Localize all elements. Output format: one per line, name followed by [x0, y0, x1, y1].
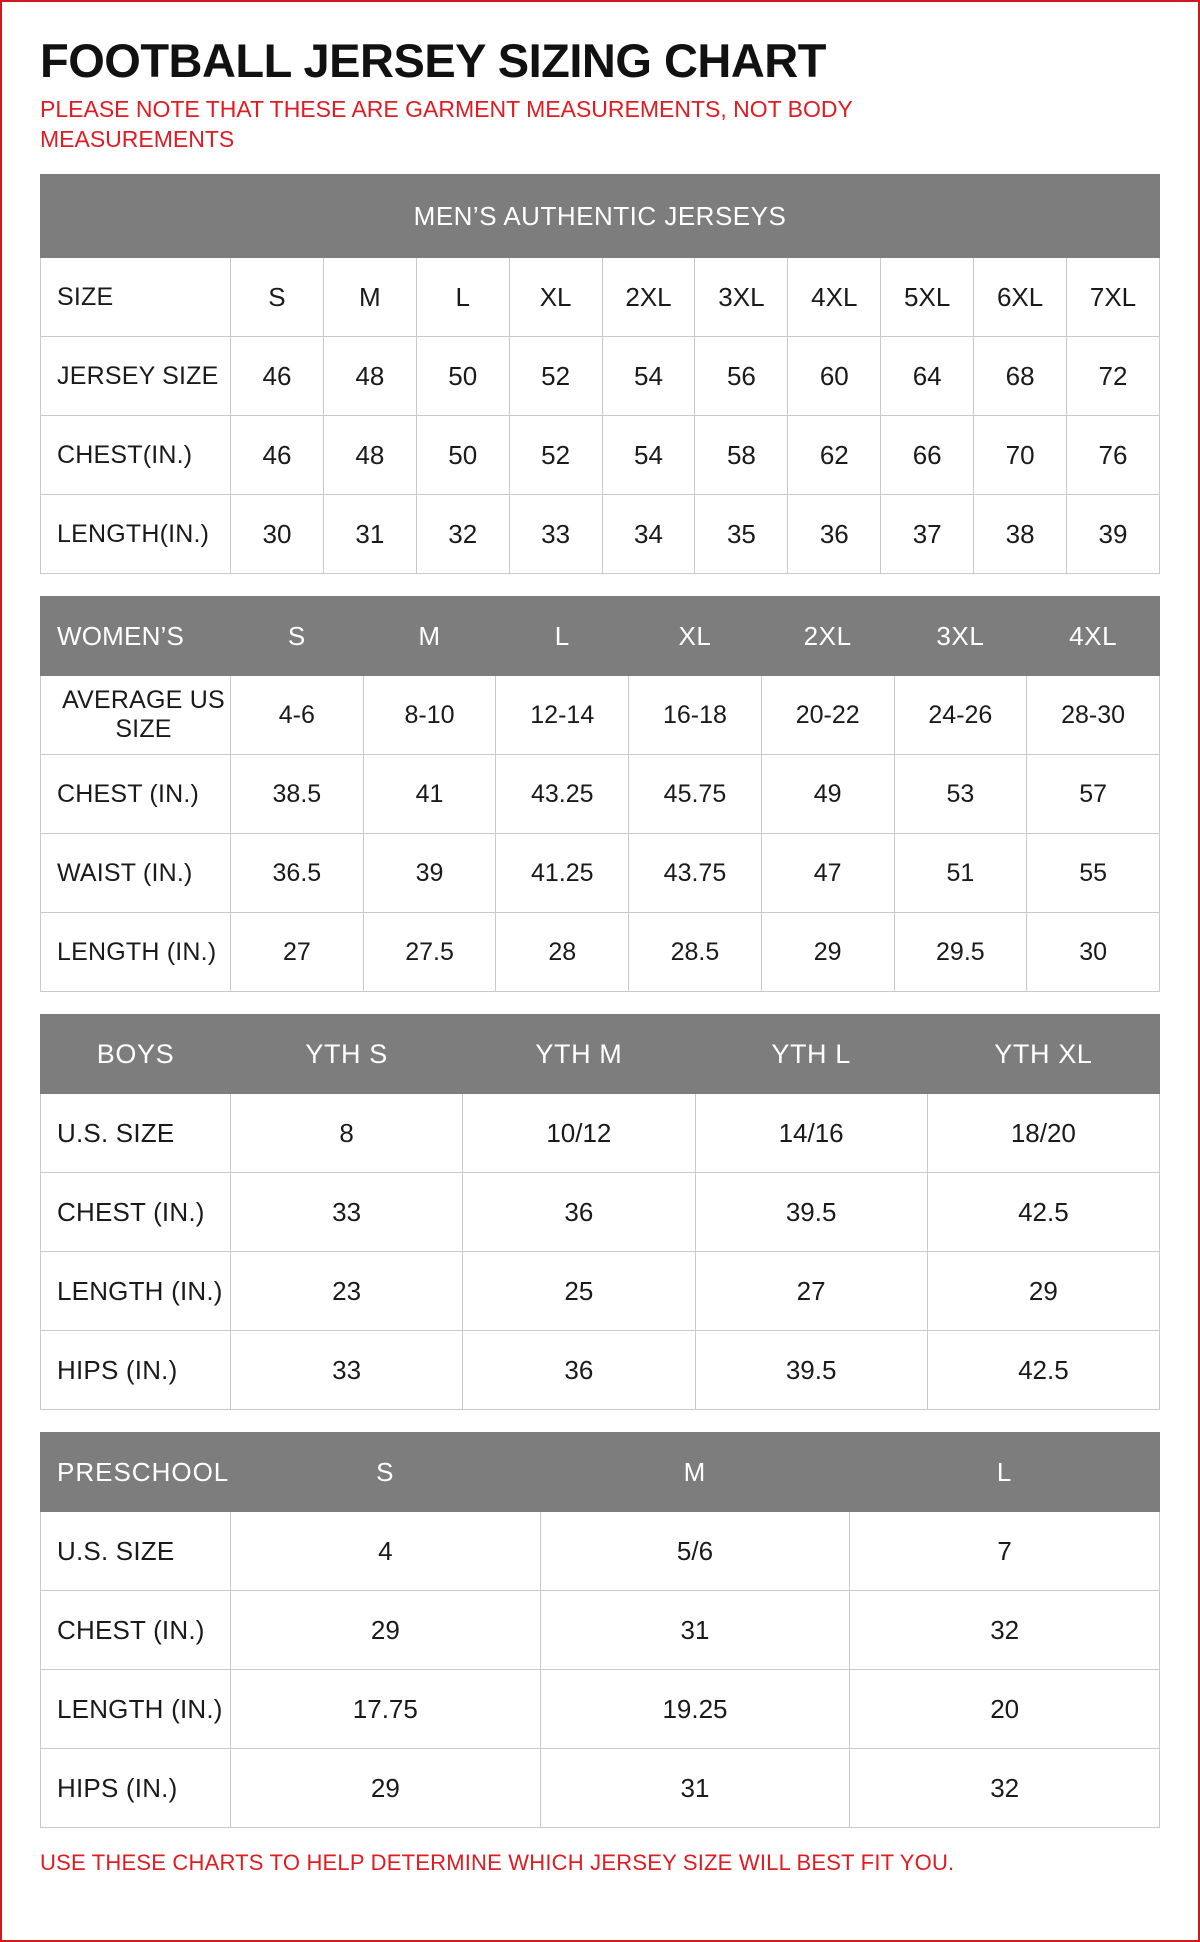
- table-row: [41, 416, 1160, 495]
- mens-cell: 50: [416, 337, 509, 416]
- mens-cell: 35: [695, 495, 788, 574]
- boys-header-label: BOYS: [41, 1015, 231, 1094]
- boys-cell: 36: [463, 1331, 695, 1410]
- table-row: [41, 495, 1160, 574]
- mens-header-label: SIZE: [41, 258, 231, 337]
- table-row: [41, 913, 1160, 992]
- womens-row-label: LENGTH (IN.): [41, 913, 231, 992]
- boys-cell: 27: [695, 1252, 927, 1331]
- table-row: [41, 1591, 1160, 1670]
- womens-cell: 36.5: [231, 834, 364, 913]
- womens-size-cell: XL: [629, 597, 762, 676]
- womens-cell: 12-14: [496, 676, 629, 755]
- preschool-cell: 29: [231, 1591, 541, 1670]
- preschool-cell: 31: [540, 1749, 850, 1828]
- womens-cell: 51: [894, 834, 1027, 913]
- womens-size-cell: S: [231, 597, 364, 676]
- preschool-size-cell: L: [850, 1433, 1160, 1512]
- table-row: [41, 1173, 1160, 1252]
- mens-cell: 58: [695, 416, 788, 495]
- mens-cell: 60: [788, 337, 881, 416]
- mens-cell: 52: [509, 337, 602, 416]
- table-row: [41, 1094, 1160, 1173]
- mens-cell: 62: [788, 416, 881, 495]
- boys-sizing-table: [40, 1014, 1160, 1410]
- table-row: [41, 1512, 1160, 1591]
- womens-cell: 28.5: [629, 913, 762, 992]
- sizing-chart-page: [2, 2, 1198, 1876]
- table-row: [41, 1252, 1160, 1331]
- womens-cell: 57: [1027, 755, 1160, 834]
- boys-size-cell: YTH M: [463, 1015, 695, 1094]
- mens-cell: 72: [1067, 337, 1160, 416]
- womens-cell: 39: [363, 834, 496, 913]
- table-row: [41, 175, 1160, 258]
- mens-row-label: CHEST(IN.): [41, 416, 231, 495]
- womens-cell: 43.25: [496, 755, 629, 834]
- mens-cell: 54: [602, 337, 695, 416]
- boys-row-label: CHEST (IN.): [41, 1173, 231, 1252]
- womens-cell: 45.75: [629, 755, 762, 834]
- mens-size-cell: 6XL: [974, 258, 1067, 337]
- mens-cell: 68: [974, 337, 1067, 416]
- preschool-row-label: HIPS (IN.): [41, 1749, 231, 1828]
- mens-cell: 34: [602, 495, 695, 574]
- preschool-size-cell: S: [231, 1433, 541, 1512]
- table-row: [41, 1015, 1160, 1094]
- womens-cell: 28-30: [1027, 676, 1160, 755]
- table-row: [41, 1670, 1160, 1749]
- table-row: [41, 834, 1160, 913]
- table-row: [41, 597, 1160, 676]
- womens-cell: 30: [1027, 913, 1160, 992]
- table-row: [41, 1749, 1160, 1828]
- womens-cell: 27: [231, 913, 364, 992]
- boys-size-cell: YTH XL: [927, 1015, 1159, 1094]
- boys-cell: 42.5: [927, 1331, 1159, 1410]
- mens-size-cell: 7XL: [1067, 258, 1160, 337]
- boys-cell: 33: [231, 1331, 463, 1410]
- womens-cell: 47: [761, 834, 894, 913]
- boys-size-cell: YTH L: [695, 1015, 927, 1094]
- womens-cell: 29.5: [894, 913, 1027, 992]
- womens-cell: 16-18: [629, 676, 762, 755]
- boys-cell: 36: [463, 1173, 695, 1252]
- preschool-row-label: U.S. SIZE: [41, 1512, 231, 1591]
- boys-row-label: LENGTH (IN.): [41, 1252, 231, 1331]
- womens-header-label: WOMEN’S: [41, 597, 231, 676]
- measurement-note: PLEASE NOTE THAT THESE ARE GARMENT MEASUREMENTS, NOT BODY MEASUREMENTS: [40, 96, 853, 152]
- preschool-row-label: CHEST (IN.): [41, 1591, 231, 1670]
- preschool-cell: 7: [850, 1512, 1160, 1591]
- womens-cell: 43.75: [629, 834, 762, 913]
- boys-cell: 39.5: [695, 1173, 927, 1252]
- preschool-sizing-table: [40, 1432, 1160, 1828]
- womens-size-cell: L: [496, 597, 629, 676]
- mens-size-cell: 4XL: [788, 258, 881, 337]
- mens-size-cell: 2XL: [602, 258, 695, 337]
- preschool-cell: 19.25: [540, 1670, 850, 1749]
- preschool-cell: 31: [540, 1591, 850, 1670]
- preschool-cell: 29: [231, 1749, 541, 1828]
- mens-cell: 36: [788, 495, 881, 574]
- boys-cell: 42.5: [927, 1173, 1159, 1252]
- mens-cell: 48: [323, 416, 416, 495]
- womens-cell: 49: [761, 755, 894, 834]
- boys-cell: 23: [231, 1252, 463, 1331]
- mens-cell: 46: [231, 337, 324, 416]
- mens-size-cell: 3XL: [695, 258, 788, 337]
- mens-cell: 39: [1067, 495, 1160, 574]
- mens-cell: 38: [974, 495, 1067, 574]
- table-row: [41, 1331, 1160, 1410]
- womens-cell: 4-6: [231, 676, 364, 755]
- womens-row-label: AVERAGE US SIZE: [41, 676, 231, 755]
- mens-cell: 54: [602, 416, 695, 495]
- mens-cell: 76: [1067, 416, 1160, 495]
- mens-size-cell: 5XL: [881, 258, 974, 337]
- preschool-cell: 20: [850, 1670, 1160, 1749]
- table-row: [41, 258, 1160, 337]
- table-row: [41, 676, 1160, 755]
- womens-size-cell: 4XL: [1027, 597, 1160, 676]
- mens-cell: 50: [416, 416, 509, 495]
- preschool-cell: 32: [850, 1591, 1160, 1670]
- page-title: FOOTBALL JERSEY SIZING CHART: [40, 34, 826, 87]
- womens-cell: 41: [363, 755, 496, 834]
- womens-cell: 27.5: [363, 913, 496, 992]
- mens-cell: 52: [509, 416, 602, 495]
- mens-row-label: JERSEY SIZE: [41, 337, 231, 416]
- mens-cell: 56: [695, 337, 788, 416]
- preschool-header-label: PRESCHOOL: [41, 1433, 231, 1512]
- boys-cell: 10/12: [463, 1094, 695, 1173]
- womens-size-cell: 3XL: [894, 597, 1027, 676]
- table-row: [41, 755, 1160, 834]
- womens-row-label: CHEST (IN.): [41, 755, 231, 834]
- womens-size-cell: M: [363, 597, 496, 676]
- womens-cell: 28: [496, 913, 629, 992]
- womens-cell: 38.5: [231, 755, 364, 834]
- preschool-cell: 5/6: [540, 1512, 850, 1591]
- womens-cell: 55: [1027, 834, 1160, 913]
- boys-cell: 39.5: [695, 1331, 927, 1410]
- mens-size-cell: L: [416, 258, 509, 337]
- table-row: [41, 1433, 1160, 1512]
- boys-cell: 33: [231, 1173, 463, 1252]
- mens-cell: 48: [323, 337, 416, 416]
- mens-cell: 46: [231, 416, 324, 495]
- preschool-cell: 32: [850, 1749, 1160, 1828]
- preschool-size-cell: M: [540, 1433, 850, 1512]
- womens-cell: 24-26: [894, 676, 1027, 755]
- womens-cell: 53: [894, 755, 1027, 834]
- mens-size-cell: M: [323, 258, 416, 337]
- preschool-cell: 4: [231, 1512, 541, 1591]
- boys-size-cell: YTH S: [231, 1015, 463, 1094]
- mens-banner: MEN’S AUTHENTIC JERSEYS: [41, 175, 1160, 258]
- womens-cell: 29: [761, 913, 894, 992]
- mens-sizing-table: [40, 174, 1160, 574]
- womens-cell: 20-22: [761, 676, 894, 755]
- womens-cell: 41.25: [496, 834, 629, 913]
- mens-cell: 33: [509, 495, 602, 574]
- boys-cell: 25: [463, 1252, 695, 1331]
- boys-row-label: HIPS (IN.): [41, 1331, 231, 1410]
- mens-size-cell: S: [231, 258, 324, 337]
- mens-cell: 37: [881, 495, 974, 574]
- mens-cell: 31: [323, 495, 416, 574]
- boys-cell: 18/20: [927, 1094, 1159, 1173]
- mens-cell: 32: [416, 495, 509, 574]
- mens-cell: 70: [974, 416, 1067, 495]
- preschool-row-label: LENGTH (IN.): [41, 1670, 231, 1749]
- boys-cell: 8: [231, 1094, 463, 1173]
- boys-cell: 29: [927, 1252, 1159, 1331]
- mens-cell: 64: [881, 337, 974, 416]
- mens-cell: 66: [881, 416, 974, 495]
- boys-cell: 14/16: [695, 1094, 927, 1173]
- mens-row-label: LENGTH(IN.): [41, 495, 231, 574]
- table-row: [41, 337, 1160, 416]
- womens-sizing-table: [40, 596, 1160, 992]
- footer-note: USE THESE CHARTS TO HELP DETERMINE WHICH JERSEY SIZE WILL BEST FIT YOU.: [40, 1850, 955, 1876]
- boys-row-label: U.S. SIZE: [41, 1094, 231, 1173]
- womens-cell: 8-10: [363, 676, 496, 755]
- mens-size-cell: XL: [509, 258, 602, 337]
- preschool-cell: 17.75: [231, 1670, 541, 1749]
- mens-cell: 30: [231, 495, 324, 574]
- womens-row-label: WAIST (IN.): [41, 834, 231, 913]
- womens-size-cell: 2XL: [761, 597, 894, 676]
